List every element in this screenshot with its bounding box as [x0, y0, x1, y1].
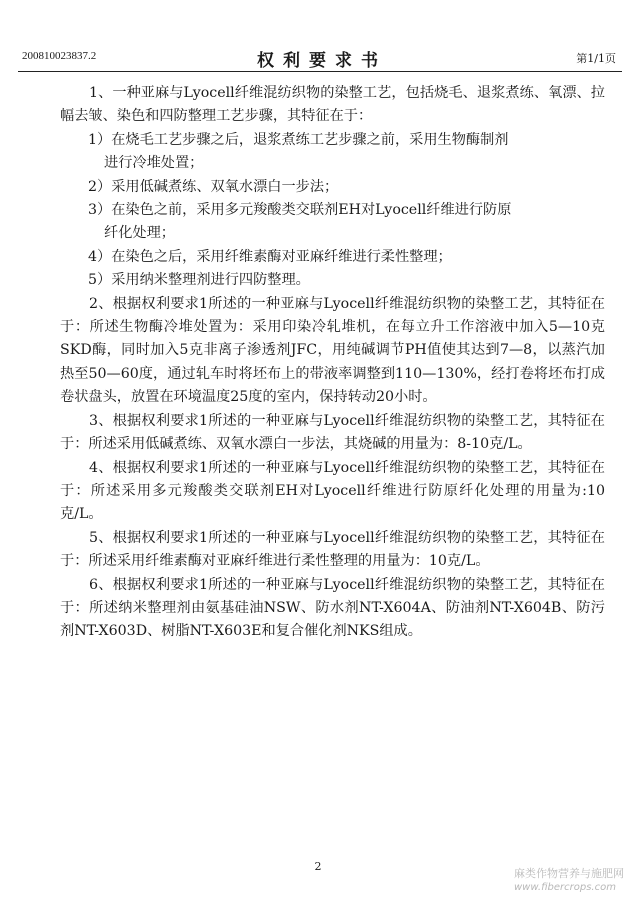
claim-1-item-1-cont: 进行冷堆处置；	[104, 155, 204, 172]
header-rule	[18, 71, 622, 72]
watermark-url: www.fibercrops.com	[514, 882, 616, 893]
page-header	[22, 46, 622, 71]
document-title: 权利要求书	[257, 51, 387, 71]
claim-1-item-4: 4）在染色之后，采用纤维素酶对亚麻纤维进行柔性整理；	[88, 248, 452, 265]
claim-1-item-2: 2）采用低碱煮练、双氧水漂白一步法；	[88, 178, 339, 195]
claim-2: 2、根据权利要求1所述的一种亚麻与Lyocell纤维混纺织物的染整工艺，其特征在于：所述生物酶冷堆处置为：采用印染冷轧堆机，在每立升工作溶液中加入5—10克SKD酶，同时加入5克非离子渗透剂JFC，用纯碱调节PH值使其达到7—8，以蒸汽加热至50—60度，通过轧车时将坯布上的带液率调整到110—130%，经打卷将坯布打成卷状盘头，放置在环境温度25度的室内，保持转动20小时。	[60, 295, 605, 406]
claims-body	[60, 82, 605, 644]
page-indicator: 第1/1页	[576, 52, 616, 65]
watermark-title: 麻类作物营养与施肥网	[514, 867, 624, 880]
claim-4: 4、根据权利要求1所述的一种亚麻与Lyocell纤维混纺织物的染整工艺，其特征在于：所述采用多元羧酸类交联剂EH对Lyocell纤维进行防原纤化处理的用量为:10克/L。	[60, 459, 605, 523]
claim-1-item-1: 1）在烧毛工艺步骤之后，退浆煮练工艺步骤之前，采用生物酶制剂	[88, 131, 509, 148]
watermark	[514, 867, 624, 895]
application-number: 200810023837.2	[22, 50, 97, 62]
claim-5: 5、根据权利要求1所述的一种亚麻与Lyocell纤维混纺织物的染整工艺，其特征在于：所述采用纤维素酶对亚麻纤维进行柔性整理的用量为：10克/L。	[60, 529, 605, 570]
page-number: 2	[314, 860, 322, 873]
claim-1-intro: 1、一种亚麻与Lyocell纤维混纺织物的染整工艺，包括烧毛、退浆煮练、氧漂、拉幅去皱、染色和四防整理工艺步骤，其特征在于：	[60, 85, 605, 125]
claim-3: 3、根据权利要求1所述的一种亚麻与Lyocell纤维混纺织物的染整工艺，其特征在于：所述采用低碱煮练、双氧水漂白一步法，其烧碱的用量为：8-10克/L。	[60, 412, 605, 453]
claim-1-item-5: 5）采用纳米整理剂进行四防整理。	[88, 272, 310, 289]
claim-6: 6、根据权利要求1所述的一种亚麻与Lyocell纤维混纺织物的染整工艺，其特征在于：所述纳米整理剂由氨基硅油NSW、防水剂NT-X604A、防油剂NT-X604B、防污剂NT-X603D、树脂NT-X603E和复合催化剂NKS组成。	[60, 576, 605, 640]
claim-1-item-3-cont: 纤化处理；	[104, 225, 175, 242]
claim-1-item-3: 3）在染色之前，采用多元羧酸类交联剂EH对Lyocell纤维进行防原	[88, 202, 512, 219]
